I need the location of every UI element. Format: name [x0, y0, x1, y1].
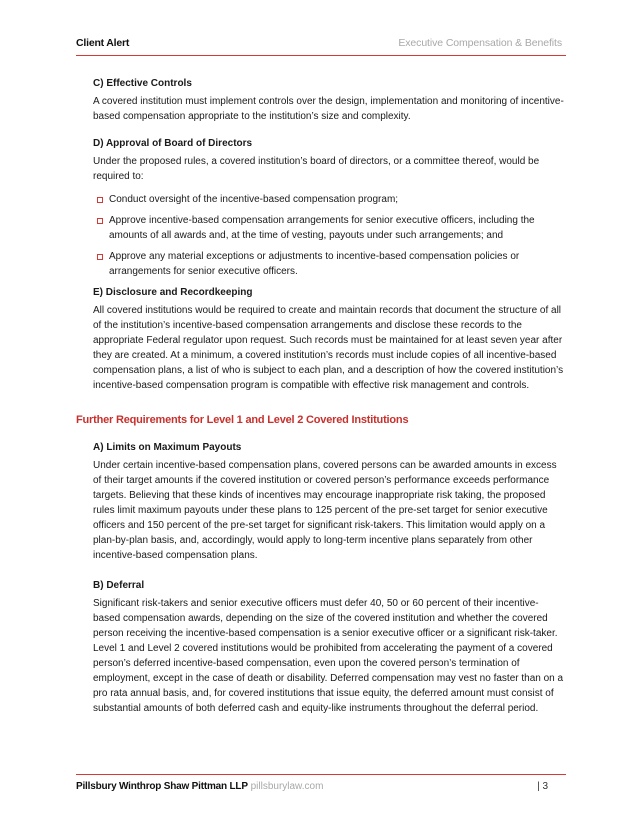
header-rule	[76, 55, 566, 56]
square-bullet-icon	[97, 218, 103, 224]
section-d	[93, 136, 565, 279]
page-number: | 3	[537, 781, 548, 792]
section-d-heading: D) Approval of Board of Directors	[93, 138, 253, 149]
square-bullet-icon	[97, 254, 103, 260]
section-b-body: Significant risk-takers and senior executive officers must defer 40, 50 or 60 percent of their incentive-based compensation awards, depending on the size of the covered institution and whether the covered person receiving the incentive-based compensation is a senior executive officer or a significant risk-taker. Level 1 and Level 2 covered institutions would be prohibited from accelerating the payment of a covered person’s deferred incentive-based compensation, even upon the covered person’s termination of employment, except in the case of death or disability. Deferred compensation may vest no faster than on a pro rata annual basis, and, for covered institutions that issue equity, the deferred amount must consist of substantial amounts of both deferred cash and equity-like instruments throughout the deferral period.	[93, 598, 564, 714]
section-e-body: All covered institutions would be required to create and maintain records that document the structure of all of the institution’s incentive-based compensation arrangements and disclose these records to the appropriate Federal regulator upon request. Such records must be maintained for at least seven year after they are created. At a minimum, a covered institution’s records must include copies of all incentive-based compensation plans, a list of who is subject to each plan, and a description of how the covered institution’s incentive-based compensation program is compatible with effective risk management and controls.	[93, 305, 564, 391]
section-a-heading: A) Limits on Maximum Payouts	[93, 442, 242, 453]
section-c-heading: C) Effective Controls	[93, 78, 192, 89]
list-item: Approve incentive-based compensation arrangements for senior executive officers, including the amounts of all awards and, at the time of vesting, payouts under such arrangements; and	[93, 213, 565, 243]
section-b-heading: B) Deferral	[93, 580, 145, 591]
section-e	[93, 285, 565, 393]
square-bullet-icon	[97, 197, 103, 203]
section-e-heading: E) Disclosure and Recordkeeping	[93, 287, 253, 298]
section-d-intro: Under the proposed rules, a covered institution’s board of directors, or a committee thereof, would be required to:	[93, 156, 540, 182]
section-c	[93, 76, 565, 124]
page-footer	[76, 781, 566, 795]
footer-website-link[interactable]: pillsburylaw.com	[250, 781, 324, 792]
section-a	[93, 440, 565, 563]
level-requirements-heading: Further Requirements for Level 1 and Level 2 Covered Institutions	[76, 414, 409, 426]
header-client-alert: Client Alert	[76, 37, 130, 49]
section-d-bullets	[93, 192, 565, 279]
section-a-body: Under certain incentive-based compensation plans, covered persons can be awarded amounts in excess of their target amounts if the covered institution or covered person’s performance exceeds performance targets. Believing that these kinds of incentives may encourage inappropriate risk taking, the proposed rules limit maximum payouts under these plans to 125 percent of the pre-set target for senior executive officers and 150 percent of the pre-set target for significant risk-takers. This limitation would apply on a plan-by-plan basis, and, accordingly, would apply to long-term incentive plans separately from other incentive-based compensation plans.	[93, 460, 557, 561]
document-body-upper	[93, 72, 565, 393]
section-b	[93, 578, 565, 716]
document-body-lower	[93, 440, 565, 716]
section-c-body: A covered institution must implement controls over the design, implementation and monitoring of incentive-based compensation appropriate to the institution’s size and complexity.	[93, 96, 564, 122]
page-header	[76, 37, 562, 51]
list-item: Approve any material exceptions or adjustments to incentive-based compensation policies or arrangements for senior executive officers.	[93, 249, 565, 279]
footer-firm-name: Pillsbury Winthrop Shaw Pittman LLP	[76, 781, 248, 792]
list-item: Conduct oversight of the incentive-based compensation program;	[93, 192, 565, 207]
footer-rule	[76, 774, 566, 775]
header-practice-area: Executive Compensation & Benefits	[398, 37, 562, 49]
